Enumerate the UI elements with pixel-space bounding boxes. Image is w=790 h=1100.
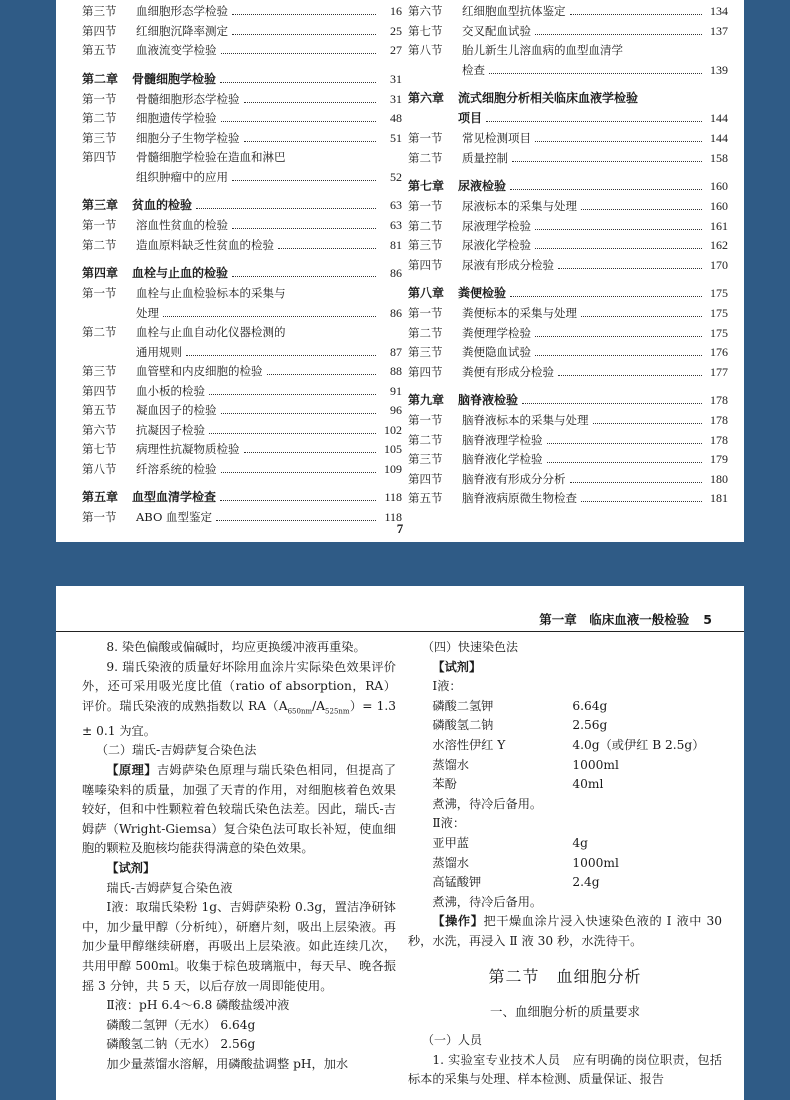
toc-title: 细胞分子生物学检验 (136, 130, 240, 145)
toc-page-number: 175 (710, 306, 728, 320)
toc-page-number: 178 (710, 393, 728, 407)
toc-page-number: 91 (390, 383, 402, 398)
toc-page-number: 170 (710, 257, 728, 272)
toc-title: 粪便有形成分检验 (462, 364, 554, 379)
toc-page-number: 161 (710, 218, 728, 233)
toc-section-entry[interactable] (82, 236, 402, 254)
reagent-amount: 2.4g (572, 875, 600, 890)
toc-leader-dots (510, 180, 702, 190)
toc-chapter-entry[interactable] (82, 488, 402, 506)
toc-number: 第三节 (82, 4, 117, 18)
toc-number: 第四章 (82, 266, 119, 280)
toc-leader-dots (244, 132, 377, 142)
reagent-name: 磷酸二氢钾 (432, 698, 494, 713)
toc-number: 第一节 (82, 218, 117, 232)
toc-title: 骨髓细胞形态学检验 (136, 91, 240, 106)
toc-title: 质量控制 (462, 150, 508, 165)
toc-section-entry[interactable] (408, 149, 728, 167)
header-chapter: 第一章 临床血液一般检验 (539, 612, 690, 627)
reagent-amount: 1000ml (572, 855, 619, 870)
toc-leader-dots (209, 385, 376, 395)
toc-section-entry[interactable] (82, 382, 402, 400)
toc-section-entry[interactable] (408, 22, 728, 40)
toc-number: 第二节 (82, 237, 117, 252)
toc-title: 粪便隐血试验 (462, 345, 531, 359)
toc-leader-dots (486, 112, 702, 122)
toc-section-entry[interactable] (82, 323, 402, 341)
reagent-name: 磷酸二氢钾（无水） (106, 1017, 217, 1032)
toc-section-entry[interactable] (408, 324, 728, 342)
toc-title: 粪便检验 (458, 286, 507, 300)
toc-page-number: 52 (390, 169, 402, 184)
toc-number: 第四节 (408, 471, 443, 486)
toc-title: 病理性抗凝物质检验 (136, 442, 240, 456)
toc-page-number: 160 (710, 179, 728, 193)
toc-section-entry[interactable] (408, 304, 728, 322)
toc-title: 抗凝因子检验 (136, 422, 205, 437)
reagent-row (432, 697, 722, 717)
toc-leader-dots (593, 414, 703, 424)
solution-1: Ⅰ液：取瑞氏染粉 1g、吉姆萨染粉 0.3g，置洁净研钵中，加少量甲醇（分析纯），研磨片刻，吸出上层染液。再加少量甲醇继续研磨，再吸出上层染液。如此连续几次，共用甲醇 500ml。收集于棕色玻璃瓶中，每天早、晚各振摇 3 分钟，共 5 天，以后存放一周即能使用。 (82, 900, 396, 993)
toc-leader-dots (535, 346, 702, 356)
toc-title: 血栓与止血的检验 (132, 266, 229, 280)
toc-title: 脑脊液检验 (458, 393, 519, 407)
toc-number: 第二节 (82, 325, 117, 339)
toc-chapter-entry[interactable] (408, 177, 728, 195)
toc-leader-dots (163, 307, 376, 317)
toc-leader-dots (267, 365, 377, 375)
toc-section-entry[interactable] (82, 421, 402, 439)
toc-page-number: 178 (710, 413, 728, 427)
section-title: 第二节 血细胞分析 (488, 966, 642, 986)
toc-number: 第三章 (82, 198, 119, 212)
note: 煮沸，待冷后备用。 (432, 894, 543, 909)
toc-number: 第四节 (82, 23, 117, 38)
toc-title: 脑脊液标本的采集与处理 (462, 413, 589, 427)
toc-title: 骨髓细胞学检验 (132, 71, 217, 86)
toc-title: 血管壁和内皮细胞的检验 (136, 364, 263, 378)
toc-section-entry[interactable] (82, 216, 402, 234)
toc-section-entry[interactable] (82, 129, 402, 147)
toc-page-number: 162 (710, 238, 728, 252)
toc-number: 第二节 (408, 150, 443, 165)
toc-section-entry[interactable] (408, 256, 728, 274)
operation-paragraph: 【操作】把干燥血涂片浸入快速染色液的 Ⅰ 液中 30 秒，水洗，再浸入 Ⅱ 液 30 秒，水洗待干。 (408, 914, 723, 948)
reagent-amount: 2.56g (220, 1037, 256, 1052)
toc-number: 第四节 (408, 257, 443, 272)
toc-section-entry[interactable] (408, 217, 728, 235)
toc-chapter-entry[interactable] (82, 196, 402, 214)
toc-section-entry[interactable] (408, 363, 728, 381)
reagent-amount: 2.56g (572, 718, 608, 733)
toc-section-entry[interactable] (82, 2, 402, 20)
reagent-row (432, 834, 722, 854)
toc-page-number: 137 (710, 23, 728, 38)
note: 煮沸，待冷后备用。 (432, 796, 543, 811)
toc-chapter-entry[interactable] (408, 284, 728, 302)
toc-title: 脑脊液有形成分分析 (462, 471, 566, 486)
toc-number: 第一节 (82, 510, 117, 524)
toc-number: 第五节 (408, 491, 443, 505)
toc-number: 第三节 (82, 130, 117, 145)
toc-page-number: 48 (390, 111, 402, 125)
toc-number: 第八节 (82, 461, 117, 476)
reagent-name: 亚甲蓝 (432, 835, 469, 850)
toc-page-number: 31 (390, 71, 402, 86)
toc-page-number: 139 (710, 62, 728, 77)
toc-number: 第四节 (82, 383, 117, 398)
toc-title: 血液流变学检验 (136, 43, 217, 57)
toc-leader-dots (547, 434, 703, 444)
toc-leader-dots (186, 346, 376, 356)
toc-number: 第三节 (408, 345, 443, 359)
toc-number: 第三节 (82, 364, 117, 378)
toc-number: 第三节 (408, 452, 443, 466)
toc-page-number: 86 (390, 305, 402, 320)
toc-leader-dots (558, 366, 702, 376)
toc-section-entry[interactable] (408, 236, 728, 254)
toc-section-entry[interactable] (82, 90, 402, 108)
paragraph: 加少量蒸馏水溶解，用磷酸盐调整 pH，加水 (106, 1056, 349, 1071)
toc-page-number: 27 (390, 43, 402, 57)
toc-number: 第六章 (408, 91, 445, 105)
toc-leader-dots (244, 443, 377, 453)
toc-page-number: 96 (390, 403, 402, 417)
toc-leader-dots (581, 200, 702, 210)
toc-leader-dots (232, 5, 376, 15)
toc-page-number: 179 (710, 452, 728, 466)
toc-number: 第七章 (408, 179, 445, 193)
toc-section-entry[interactable] (408, 489, 728, 507)
toc-section-entry[interactable] (82, 440, 402, 458)
toc-number: 第五节 (82, 403, 117, 417)
toc-number: 第四节 (82, 150, 117, 164)
left-text-column (82, 638, 396, 1075)
toc-leader-dots (278, 239, 376, 249)
toc-title: ABO 血型鉴定 (136, 510, 213, 524)
reagent-name: 水溶性伊红 Y (432, 737, 506, 752)
reagent-name: 瑞氏-吉姆萨复合染色液 (106, 880, 233, 895)
toc-leader-dots (209, 424, 376, 434)
toc-leader-dots (535, 132, 702, 142)
toc-section-entry[interactable] (408, 129, 728, 147)
toc-number: 第二节 (82, 111, 117, 125)
toc-title: 胎儿新生儿溶血病的血型血清学 (462, 43, 623, 57)
toc-section-entry[interactable] (82, 343, 402, 361)
page-number: 7 (396, 521, 404, 536)
toc-title: 血细胞形态学检验 (136, 4, 228, 18)
toc-number: 第一节 (408, 131, 443, 145)
toc-page-number: 178 (710, 432, 728, 447)
toc-page-number: 181 (710, 491, 728, 505)
toc-number: 第七节 (408, 23, 443, 38)
toc-title: 尿液有形成分检验 (462, 257, 554, 272)
reagent-name: 蒸馏水 (432, 855, 469, 870)
toc-leader-dots (535, 220, 702, 230)
toc-title: 交叉配血试验 (462, 23, 531, 38)
toc-page-number: 177 (710, 364, 728, 379)
toc-number: 第五节 (82, 43, 117, 57)
toc-leader-dots (522, 394, 702, 404)
toc-number: 第九章 (408, 393, 445, 407)
toc-page-number: 87 (390, 344, 402, 359)
toc-section-entry[interactable] (82, 401, 402, 419)
toc-section-entry[interactable] (82, 304, 402, 322)
toc-leader-dots (232, 25, 376, 35)
toc-section-entry[interactable] (82, 109, 402, 127)
toc-page-number: 180 (710, 471, 728, 486)
solution-1-label: Ⅰ液： (432, 679, 462, 694)
toc-leader-dots (535, 327, 702, 337)
toc-leader-dots (244, 93, 377, 103)
toc-chapter-entry[interactable] (408, 109, 728, 127)
right-text-column (408, 638, 722, 1090)
toc-chapter-entry[interactable] (82, 70, 402, 88)
toc-number: 第八节 (408, 43, 443, 57)
toc-leader-dots (232, 171, 376, 181)
toc-number: 第三节 (408, 238, 443, 252)
toc-leader-dots (221, 404, 377, 414)
toc-title: 检查 (462, 62, 485, 77)
reagent-label: 【试剂】 (432, 659, 482, 674)
toc-page-number: 51 (390, 130, 402, 145)
toc-page-number: 16 (390, 4, 402, 18)
toc-leader-dots (232, 267, 376, 277)
toc-page-number: 25 (390, 23, 402, 38)
sub-title: 一、血细胞分析的质量要求 (489, 1003, 640, 1019)
toc-title: 红细胞血型抗体鉴定 (462, 4, 566, 18)
toc-title: 处理 (136, 305, 159, 320)
solution-2: Ⅱ液：pH 6.4～6.8 磷酸盐缓冲液 (106, 998, 290, 1013)
toc-number: 第二节 (408, 325, 443, 340)
toc-leader-dots (220, 73, 376, 83)
toc-section-entry[interactable] (82, 168, 402, 186)
running-header (56, 612, 744, 632)
toc-page-number: 134 (710, 4, 728, 18)
reagent-label: 【试剂】 (106, 860, 156, 875)
reagent-table (408, 697, 722, 795)
content-page (56, 586, 744, 1100)
reagent-row (432, 716, 722, 736)
reagent-amount: 4g (572, 835, 588, 850)
toc-page-number: 175 (710, 286, 728, 300)
toc-number: 第一节 (408, 199, 443, 213)
toc-page-number: 118 (384, 490, 402, 504)
toc-leader-dots (221, 463, 377, 473)
toc-section-entry[interactable] (82, 148, 402, 166)
reagent-name: 高锰酸钾 (432, 875, 482, 890)
toc-section-entry[interactable] (408, 470, 728, 488)
toc-title: 血型血清学检查 (132, 490, 217, 504)
reagent-name: 苯酚 (432, 777, 457, 792)
toc-page-number: 86 (390, 266, 402, 280)
paragraph-ra: 9. 瑞氏染液的质量好坏除用血涂片实际染色效果评价外，还可采用吸光度比值（ratio of absorption，RA）评价。瑞氏染液的成熟指数以 $RA(A_{650nm}/A_{525nm})= 1.3 \pm 0.1$ 为宜。 (82, 659, 397, 738)
paragraph: 8. 染色偏酸或偏碱时，均应更换缓冲液再重染。 (106, 640, 366, 654)
toc-number: 第一节 (408, 413, 443, 427)
toc-page-number: 158 (710, 150, 728, 165)
toc-title: 常见检测项目 (462, 131, 531, 145)
toc-page-number: 105 (384, 442, 402, 456)
toc-page-number: 176 (710, 345, 728, 359)
toc-number: 第四节 (408, 364, 443, 379)
toc-title: 尿液化学检验 (462, 238, 531, 252)
toc-page-number: 88 (390, 364, 402, 378)
toc-number: 第八章 (408, 286, 445, 300)
toc-leader-dots (232, 219, 376, 229)
toc-title: 贫血的检验 (132, 198, 193, 212)
toc-leader-dots (547, 453, 703, 463)
toc-number: 第一节 (408, 306, 443, 320)
toc-title: 溶血性贫血的检验 (136, 218, 228, 232)
toc-title: 血栓与止血检验标本的采集与 (136, 286, 286, 300)
reagent-table (82, 1016, 396, 1055)
toc-section-entry[interactable] (82, 284, 402, 302)
toc-title: 凝血因子的检验 (136, 403, 217, 417)
toc-title: 脑脊液理学检验 (462, 432, 543, 447)
toc-section-entry[interactable] (408, 2, 728, 20)
toc-title: 细胞遗传学检验 (136, 111, 217, 125)
toc-page-number: 160 (710, 199, 728, 213)
toc-section-entry[interactable] (408, 61, 728, 79)
reagent-amount: 40ml (572, 777, 604, 792)
toc-title: 血栓与止血自动化仪器检测的 (136, 325, 286, 339)
toc-page-number: 175 (710, 325, 728, 340)
toc-leader-dots (216, 511, 376, 521)
toc-leader-dots (570, 5, 703, 15)
toc-page (56, 0, 744, 542)
toc-title: 尿液检验 (458, 179, 507, 193)
reagent-row (106, 1035, 396, 1055)
toc-page-number: 144 (710, 111, 728, 125)
toc-number: 第二章 (82, 71, 119, 86)
reagent-name: 磷酸氢二钠 (432, 718, 494, 733)
toc-title: 粪便标本的采集与处理 (462, 306, 577, 320)
toc-title: 项目 (458, 111, 483, 125)
subsection-heading: （二）瑞氏-吉姆萨复合染色法 (96, 743, 257, 758)
subsection-heading: （一）人员 (422, 1033, 483, 1048)
toc-leader-dots (221, 112, 377, 122)
toc-number: 第一节 (82, 286, 117, 300)
toc-page-number: 31 (390, 91, 402, 106)
toc-number: 第一节 (82, 91, 117, 106)
principle-paragraph: 【原理】吉姆萨染色原理与瑞氏染色相同，但提高了噻嗪染料的质量，加强了天青的作用，对细胞核着色效果较好，但和中性颗粒着色较瑞氏染色法差。因此，瑞氏-吉姆萨（Wright-Giemsa）复合染色法可取长补短，使血细胞的颗粒及胞核均能获得满意的染色效果。 (82, 763, 397, 856)
toc-title: 纤溶系统的检验 (136, 461, 217, 476)
toc-number: 第二节 (408, 218, 443, 233)
toc-leader-dots (489, 64, 702, 74)
toc-number: 第七节 (82, 442, 117, 456)
toc-section-entry[interactable] (82, 460, 402, 478)
toc-leader-dots (220, 491, 376, 501)
toc-section-entry[interactable] (82, 22, 402, 40)
toc-title: 脑脊液化学检验 (462, 452, 543, 466)
toc-section-entry[interactable] (408, 41, 728, 59)
toc-number: 第六节 (82, 422, 117, 437)
reagent-row (432, 854, 722, 874)
toc-leader-dots (512, 152, 702, 162)
toc-title: 骨髓细胞学检验在造血和淋巴 (136, 150, 286, 164)
toc-section-entry[interactable] (82, 41, 402, 59)
toc-number: 第二节 (408, 432, 443, 447)
toc-leader-dots (581, 492, 702, 502)
toc-title: 造血原料缺乏性贫血的检验 (136, 237, 274, 252)
reagent-amount: 4.0g（或伊红 B 2.5g） (572, 737, 705, 752)
toc-title: 组织肿瘤中的应用 (136, 169, 228, 184)
toc-number: 第五章 (82, 490, 119, 504)
toc-leader-dots (510, 287, 702, 297)
header-page-number: 5 (703, 612, 712, 627)
toc-section-entry[interactable] (408, 197, 728, 215)
toc-page-number: 144 (710, 131, 728, 145)
toc-page-number: 118 (384, 510, 402, 524)
toc-page-number: 63 (390, 198, 402, 212)
toc-leader-dots (570, 473, 703, 483)
toc-title: 尿液标本的采集与处理 (462, 199, 577, 213)
toc-page-number: 63 (390, 218, 402, 232)
reagent-row (432, 756, 722, 776)
subsection-heading: （四）快速染色法 (422, 640, 519, 654)
reagent-row (432, 775, 722, 795)
toc-page-number: 81 (390, 237, 402, 252)
toc-chapter-entry[interactable] (408, 391, 728, 409)
toc-leader-dots (196, 199, 376, 209)
reagent-name: 蒸馏水 (432, 757, 469, 772)
toc-leader-dots (221, 44, 377, 54)
reagent-row (106, 1016, 396, 1036)
toc-title: 尿液理学检验 (462, 218, 531, 233)
toc-title: 红细胞沉降率测定 (136, 23, 228, 38)
toc-number: 第六节 (408, 4, 443, 18)
toc-section-entry[interactable] (408, 431, 728, 449)
reagent-amount: 6.64g (572, 698, 608, 713)
reagent-name: 磷酸氢二钠（无水） (106, 1037, 217, 1052)
toc-leader-dots (535, 239, 702, 249)
toc-section-entry[interactable] (408, 343, 728, 361)
toc-title: 血小板的检验 (136, 383, 205, 398)
toc-section-entry[interactable] (408, 450, 728, 468)
reagent-amount: 6.64g (220, 1017, 256, 1032)
toc-section-entry[interactable] (82, 362, 402, 380)
toc-page-number: 102 (384, 422, 402, 437)
reagent-row (432, 873, 722, 893)
toc-chapter-entry[interactable] (408, 89, 728, 107)
toc-leader-dots (535, 25, 702, 35)
reagent-amount: 1000ml (572, 757, 619, 772)
toc-leader-dots (558, 259, 702, 269)
reagent-row (432, 736, 722, 756)
toc-title: 脑脊液病原微生物检查 (462, 491, 577, 505)
toc-title: 通用规则 (136, 344, 182, 359)
solution-2-label: Ⅱ液： (432, 816, 466, 831)
toc-chapter-entry[interactable] (82, 264, 402, 282)
toc-page-number: 109 (384, 461, 402, 476)
paragraph: 1. 实验室专业技术人员 应有明确的岗位职责，包括标本的采集与处理、样本检测、质量保证、报告 (408, 1052, 722, 1087)
reagent-table (408, 834, 722, 893)
toc-title: 粪便理学检验 (462, 325, 531, 340)
toc-leader-dots (581, 307, 702, 317)
toc-section-entry[interactable] (408, 411, 728, 429)
toc-title: 流式细胞分析相关临床血液学检验 (458, 91, 639, 105)
